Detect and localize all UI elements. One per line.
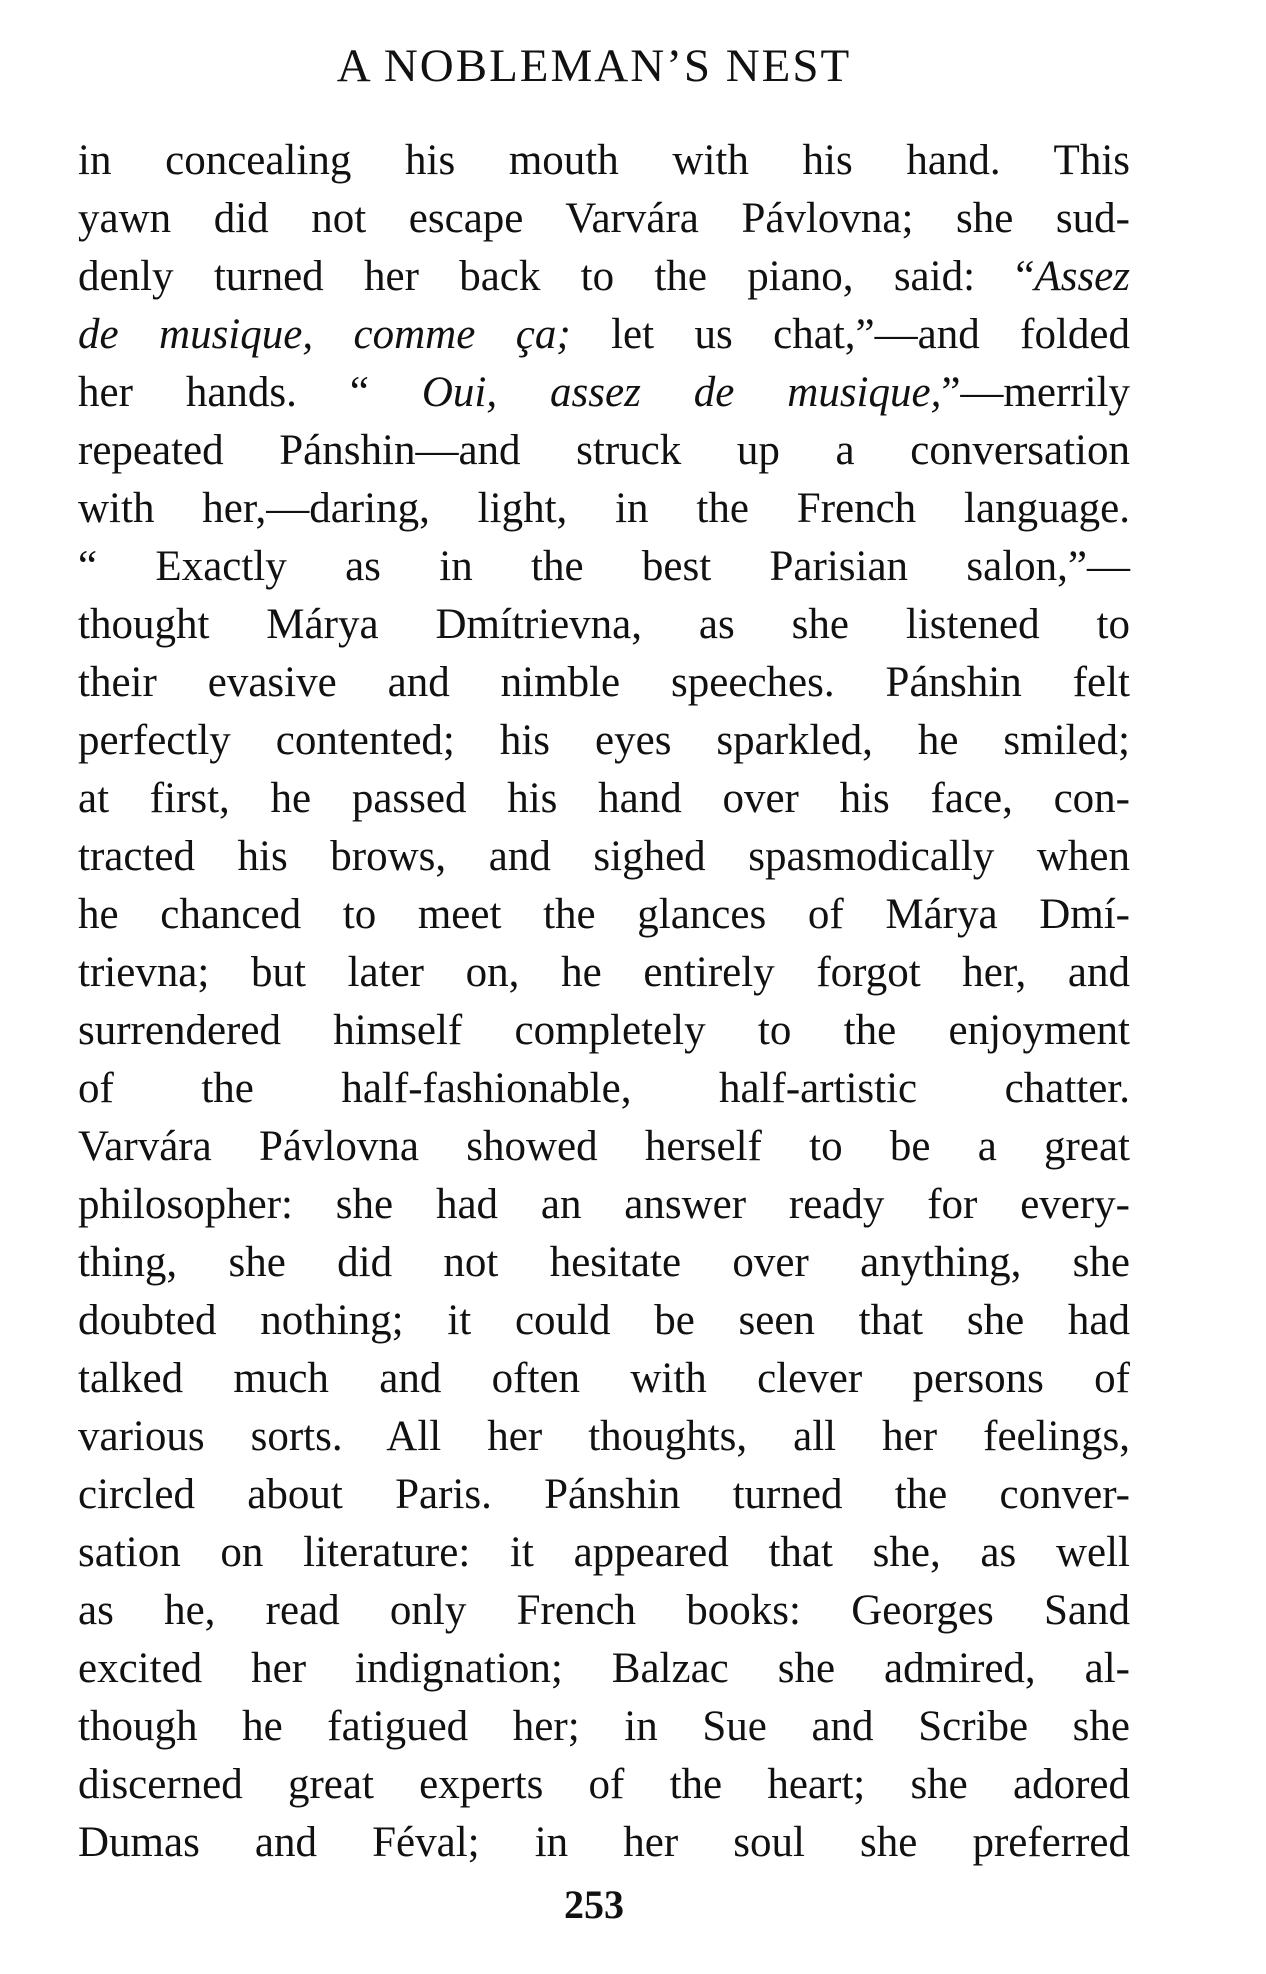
text-line: circled about Paris. Pánshin turned the conver-	[78, 1471, 1130, 1518]
text-line: at first, he passed his hand over his face, con-	[78, 775, 1130, 822]
text-line: various sorts. All her thoughts, all her feelings,	[78, 1413, 1130, 1460]
page-number: 253	[564, 1882, 624, 1927]
text-line: he chanced to meet the glances of Márya Dmí-	[78, 891, 1130, 938]
text-line: as he, read only French books: Georges Sand	[78, 1587, 1130, 1634]
text-line: thought Márya Dmítrievna, as she listened to	[78, 601, 1130, 648]
text-line: trievna; but later on, he entirely forgot her, and	[78, 949, 1130, 996]
text-line: tracted his brows, and sighed spasmodically when	[78, 833, 1130, 880]
text-line: of the half-fashionable, half-artistic chatter.	[78, 1065, 1130, 1112]
text-line: Varvára Pávlovna showed herself to be a great	[78, 1123, 1130, 1170]
text-line: “ Exactly as in the best Parisian salon,”—	[78, 543, 1130, 590]
text-line: in concealing his mouth with his hand. This	[78, 137, 1130, 184]
text-line: perfectly contented; his eyes sparkled, he smiled;	[78, 717, 1130, 764]
text-line: thing, she did not hesitate over anything, she	[78, 1239, 1130, 1286]
text-line: though he fatigued her; in Sue and Scribe she	[78, 1703, 1130, 1750]
text-line: sation on literature: it appeared that she, as well	[78, 1529, 1130, 1576]
text-line: repeated Pánshin—and struck up a conversation	[78, 427, 1130, 474]
text-line: denly turned her back to the piano, said: “Assez	[78, 253, 1130, 300]
text-line: with her,—daring, light, in the French language.	[78, 485, 1130, 532]
text-line: excited her indignation; Balzac she admired, al-	[78, 1645, 1130, 1692]
text-line: Dumas and Féval; in her soul she preferred	[78, 1819, 1130, 1866]
text-line: talked much and often with clever persons of	[78, 1355, 1130, 1402]
text-line: her hands. “ Oui, assez de musique,”—merrily	[78, 369, 1130, 416]
text-line: discerned great experts of the heart; she adored	[78, 1761, 1130, 1808]
text-line: philosopher: she had an answer ready for every-	[78, 1181, 1130, 1228]
text-line: yawn did not escape Varvára Pávlovna; she sud-	[78, 195, 1130, 242]
text-line: their evasive and nimble speeches. Pánshin felt	[78, 659, 1130, 706]
running-title: A NOBLEMAN’S NEST	[336, 40, 852, 92]
text-line: surrendered himself completely to the enjoyment	[78, 1007, 1130, 1054]
text-line: doubted nothing; it could be seen that she had	[78, 1297, 1130, 1344]
text-line: de musique, comme ça; let us chat,”—and folded	[78, 311, 1131, 358]
body-text	[78, 132, 1130, 1872]
